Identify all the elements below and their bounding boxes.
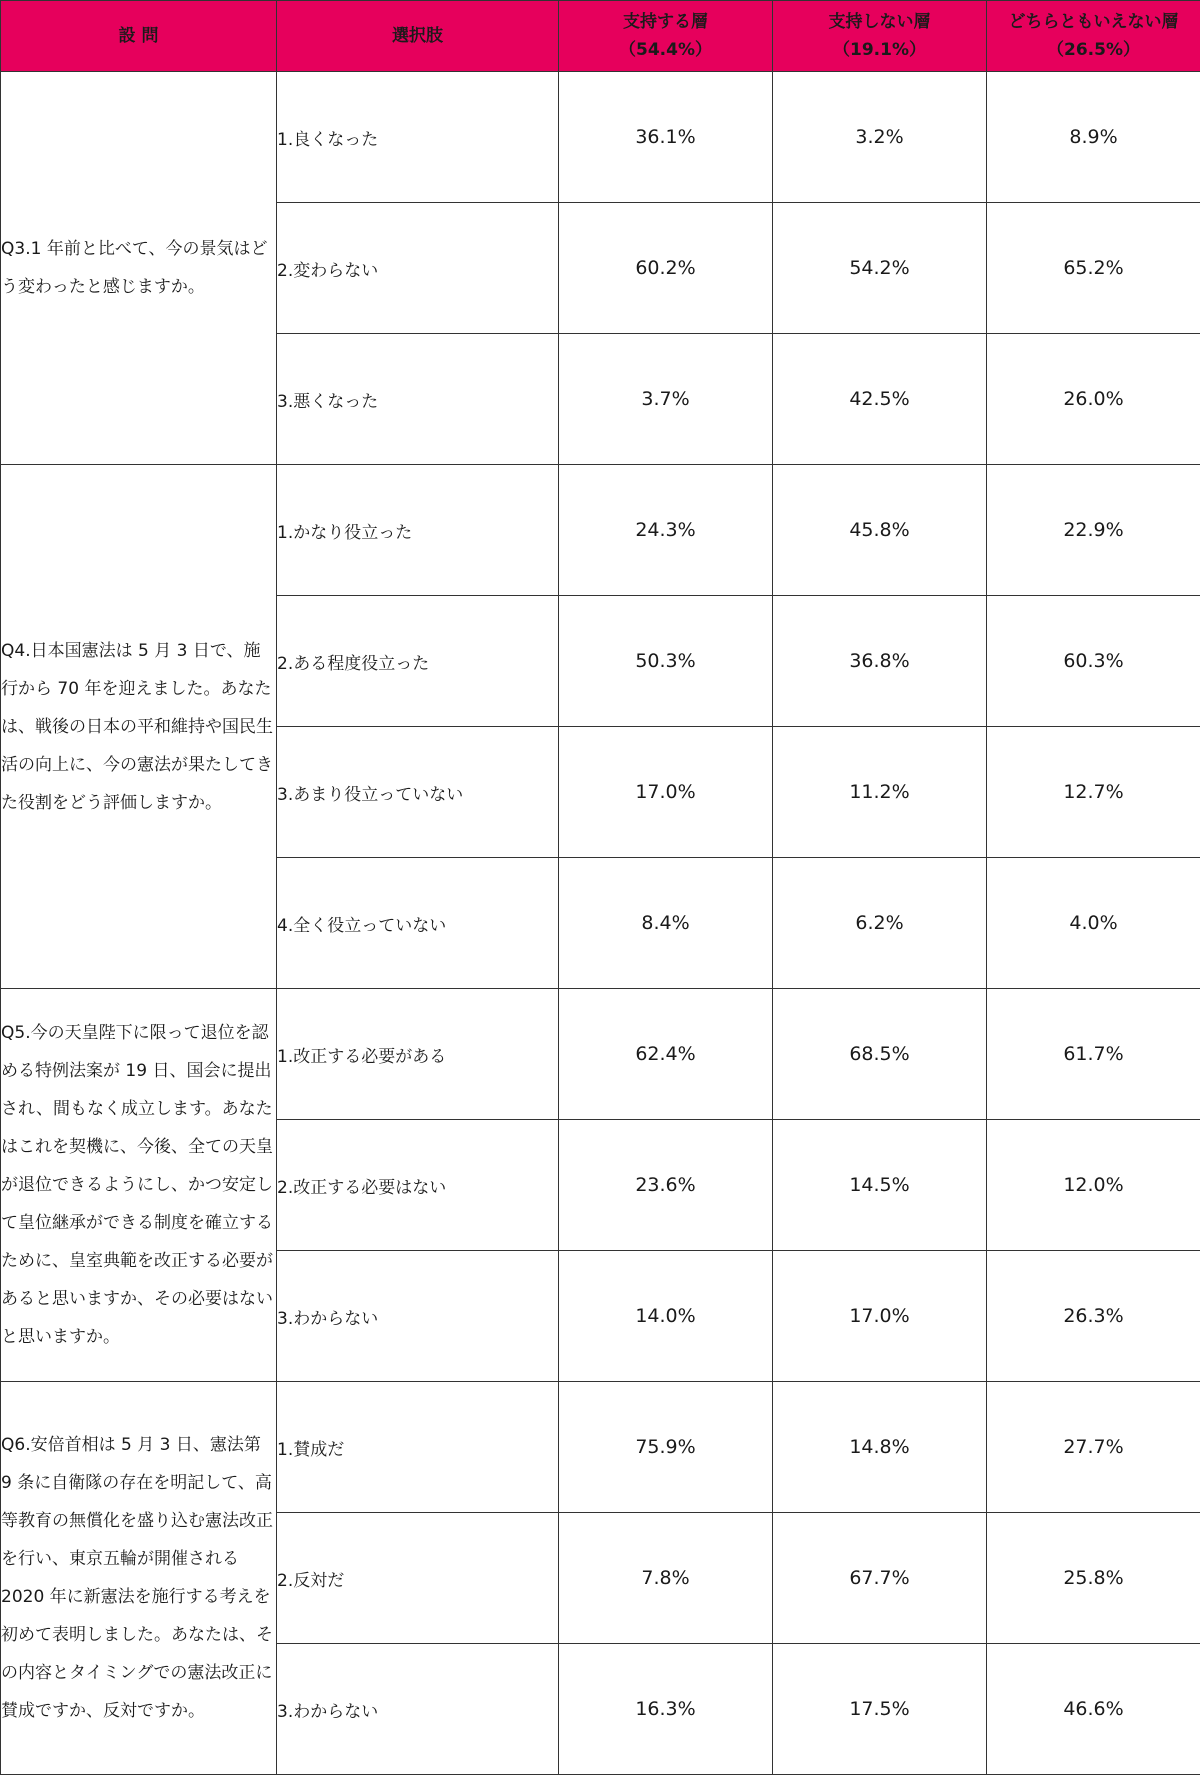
value-nonsupport: 17.5% xyxy=(773,1644,987,1775)
value-nonsupport: 68.5% xyxy=(773,989,987,1120)
value-support: 17.0% xyxy=(559,727,773,858)
option-label: 3.あまり役立っていない xyxy=(277,727,559,858)
header-option: 選択肢 xyxy=(277,1,559,72)
table-row xyxy=(1,1382,1200,1513)
value-support: 24.3% xyxy=(559,465,773,596)
value-neutral: 12.7% xyxy=(987,727,1200,858)
value-support: 7.8% xyxy=(559,1513,773,1644)
value-support: 3.7% xyxy=(559,334,773,465)
table-row xyxy=(1,989,1200,1120)
header-group-support xyxy=(559,1,773,72)
value-support: 62.4% xyxy=(559,989,773,1120)
option-label: 1.かなり役立った xyxy=(277,465,559,596)
header-group-nonsupport xyxy=(773,1,987,72)
value-support: 50.3% xyxy=(559,596,773,727)
option-label: 2.変わらない xyxy=(277,203,559,334)
question-text: Q6.安倍首相は 5 月 3 日、憲法第 9 条に自衛隊の存在を明記して、高等教育の無償化を盛り込む憲法改正を行い、東京五輪が開催される 2020 年に新憲法を施行する考えを初めて表明しました。あなたは、その内容とタイミングでの憲法改正に賛成ですか、反対ですか。 xyxy=(1,1382,277,1775)
option-label: 1.良くなった xyxy=(277,72,559,203)
header-group-neutral xyxy=(987,1,1200,72)
value-support: 16.3% xyxy=(559,1644,773,1775)
header-row xyxy=(1,1,1200,72)
table-row xyxy=(1,465,1200,596)
header-question: 設 問 xyxy=(1,1,277,72)
value-neutral: 65.2% xyxy=(987,203,1200,334)
value-neutral: 8.9% xyxy=(987,72,1200,203)
value-nonsupport: 14.8% xyxy=(773,1382,987,1513)
value-neutral: 60.3% xyxy=(987,596,1200,727)
option-label: 1.改正する必要がある xyxy=(277,989,559,1120)
value-neutral: 26.3% xyxy=(987,1251,1200,1382)
value-nonsupport: 45.8% xyxy=(773,465,987,596)
value-support: 14.0% xyxy=(559,1251,773,1382)
option-label: 3.わからない xyxy=(277,1251,559,1382)
table-row xyxy=(1,72,1200,203)
value-nonsupport: 36.8% xyxy=(773,596,987,727)
option-label: 2.反対だ xyxy=(277,1513,559,1644)
value-nonsupport: 3.2% xyxy=(773,72,987,203)
table-header xyxy=(1,1,1200,72)
option-label: 2.ある程度役立った xyxy=(277,596,559,727)
group-share: （26.5%） xyxy=(1047,40,1140,60)
option-label: 2.改正する必要はない xyxy=(277,1120,559,1251)
value-neutral: 12.0% xyxy=(987,1120,1200,1251)
value-neutral: 26.0% xyxy=(987,334,1200,465)
value-nonsupport: 54.2% xyxy=(773,203,987,334)
table-body xyxy=(1,72,1200,1775)
value-nonsupport: 11.2% xyxy=(773,727,987,858)
value-support: 75.9% xyxy=(559,1382,773,1513)
value-support: 36.1% xyxy=(559,72,773,203)
value-neutral: 61.7% xyxy=(987,989,1200,1120)
question-text: Q4.日本国憲法は 5 月 3 日で、施行から 70 年を迎えました。あなたは、戦後の日本の平和維持や国民生活の向上に、今の憲法が果たしてきた役割をどう評価しますか。 xyxy=(1,465,277,989)
value-neutral: 25.8% xyxy=(987,1513,1200,1644)
group-share: （54.4%） xyxy=(619,40,712,60)
group-label: どちらともいえない層 xyxy=(1008,12,1179,32)
value-nonsupport: 67.7% xyxy=(773,1513,987,1644)
group-label: 支持する層 xyxy=(623,12,708,32)
value-neutral: 4.0% xyxy=(987,858,1200,989)
question-text: Q3.1 年前と比べて、今の景気はどう変わったと感じますか。 xyxy=(1,72,277,465)
option-label: 1.賛成だ xyxy=(277,1382,559,1513)
value-support: 60.2% xyxy=(559,203,773,334)
value-nonsupport: 14.5% xyxy=(773,1120,987,1251)
group-share: （19.1%） xyxy=(833,40,926,60)
value-nonsupport: 17.0% xyxy=(773,1251,987,1382)
option-label: 3.悪くなった xyxy=(277,334,559,465)
group-label: 支持しない層 xyxy=(828,12,931,32)
value-support: 23.6% xyxy=(559,1120,773,1251)
value-neutral: 22.9% xyxy=(987,465,1200,596)
option-label: 3.わからない xyxy=(277,1644,559,1775)
value-nonsupport: 6.2% xyxy=(773,858,987,989)
value-support: 8.4% xyxy=(559,858,773,989)
value-neutral: 46.6% xyxy=(987,1644,1200,1775)
option-label: 4.全く役立っていない xyxy=(277,858,559,989)
question-text: Q5.今の天皇陛下に限って退位を認める特例法案が 19 日、国会に提出され、間もなく成立します。あなたはこれを契機に、今後、全ての天皇が退位できるようにし、かつ安定して皇位継承ができる制度を確立するために、皇室典範を改正する必要があると思いますか、その必要はないと思いますか。 xyxy=(1,989,277,1382)
value-nonsupport: 42.5% xyxy=(773,334,987,465)
value-neutral: 27.7% xyxy=(987,1382,1200,1513)
